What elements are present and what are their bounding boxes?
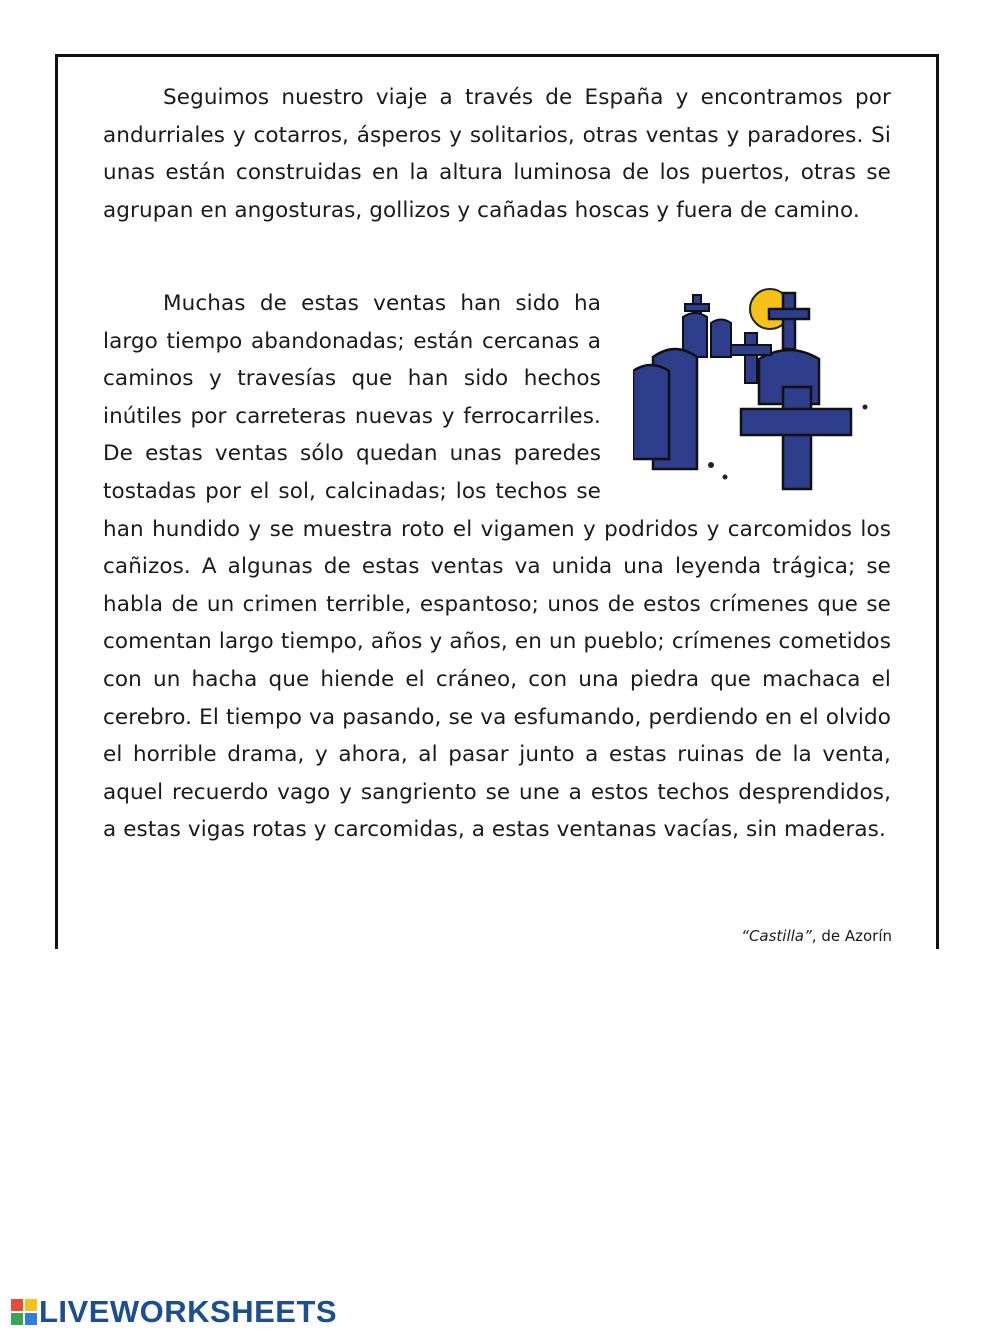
paragraph-1-text: Seguimos nuestro viaje a través de España y encontramos por andurriales y cotarros, ásperos y solitarios, otras ventas y paradores. Si unas están construidas en la altura luminosa de los puertos, otras se agrupan en angosturas, gollizos y cañadas hoscas y fuera de camino. xyxy=(103,85,891,223)
paragraph-1 xyxy=(103,79,891,229)
tombstone-icon xyxy=(711,320,731,358)
attribution-title: “Castilla” xyxy=(741,927,812,945)
liveworksheets-logo[interactable] xyxy=(11,1294,337,1330)
liveworksheets-logo-icon xyxy=(11,1299,37,1325)
attribution xyxy=(741,926,892,946)
graveyard-illustration xyxy=(633,287,891,492)
attribution-author: , de Azorín xyxy=(811,927,892,945)
logo-text: LIVEWORKSHEETS xyxy=(39,1294,338,1329)
paragraph-2-text: Muchas de estas ventas han sido ha largo tiempo abandonadas; están cercanas a caminos y travesías que han sido hechos inútiles por carreteras nuevas y ferrocarriles. De estas ventas sólo quedan unas paredes tostadas por el sol, calcinadas; los techos se han hundido y se muestra roto el vigamen y podridos y carcomidos los cañizos. A algunas de estas ventas va unida una leyenda trágica; se habla de un crimen terrible, espantoso; unos de estos crímenes que se comentan largo tiempo, años y años, en un pueblo; crímenes cometidos con un hacha que hiende el cráneo, con una piedra que machaca el cerebro. El tiempo va pasando, se va esfumando, perdiendo en el olvido el horrible drama, y ahora, al pasar junto a estas ruinas de la venta, aquel recuerdo vago y sangriento se une a estos techos desprendidos, a estas vigas rotas y carcomidas, a estas ventanas vacías, sin maderas. xyxy=(103,291,891,843)
tombstone-icon xyxy=(633,365,669,459)
paragraph-2 xyxy=(103,285,891,849)
